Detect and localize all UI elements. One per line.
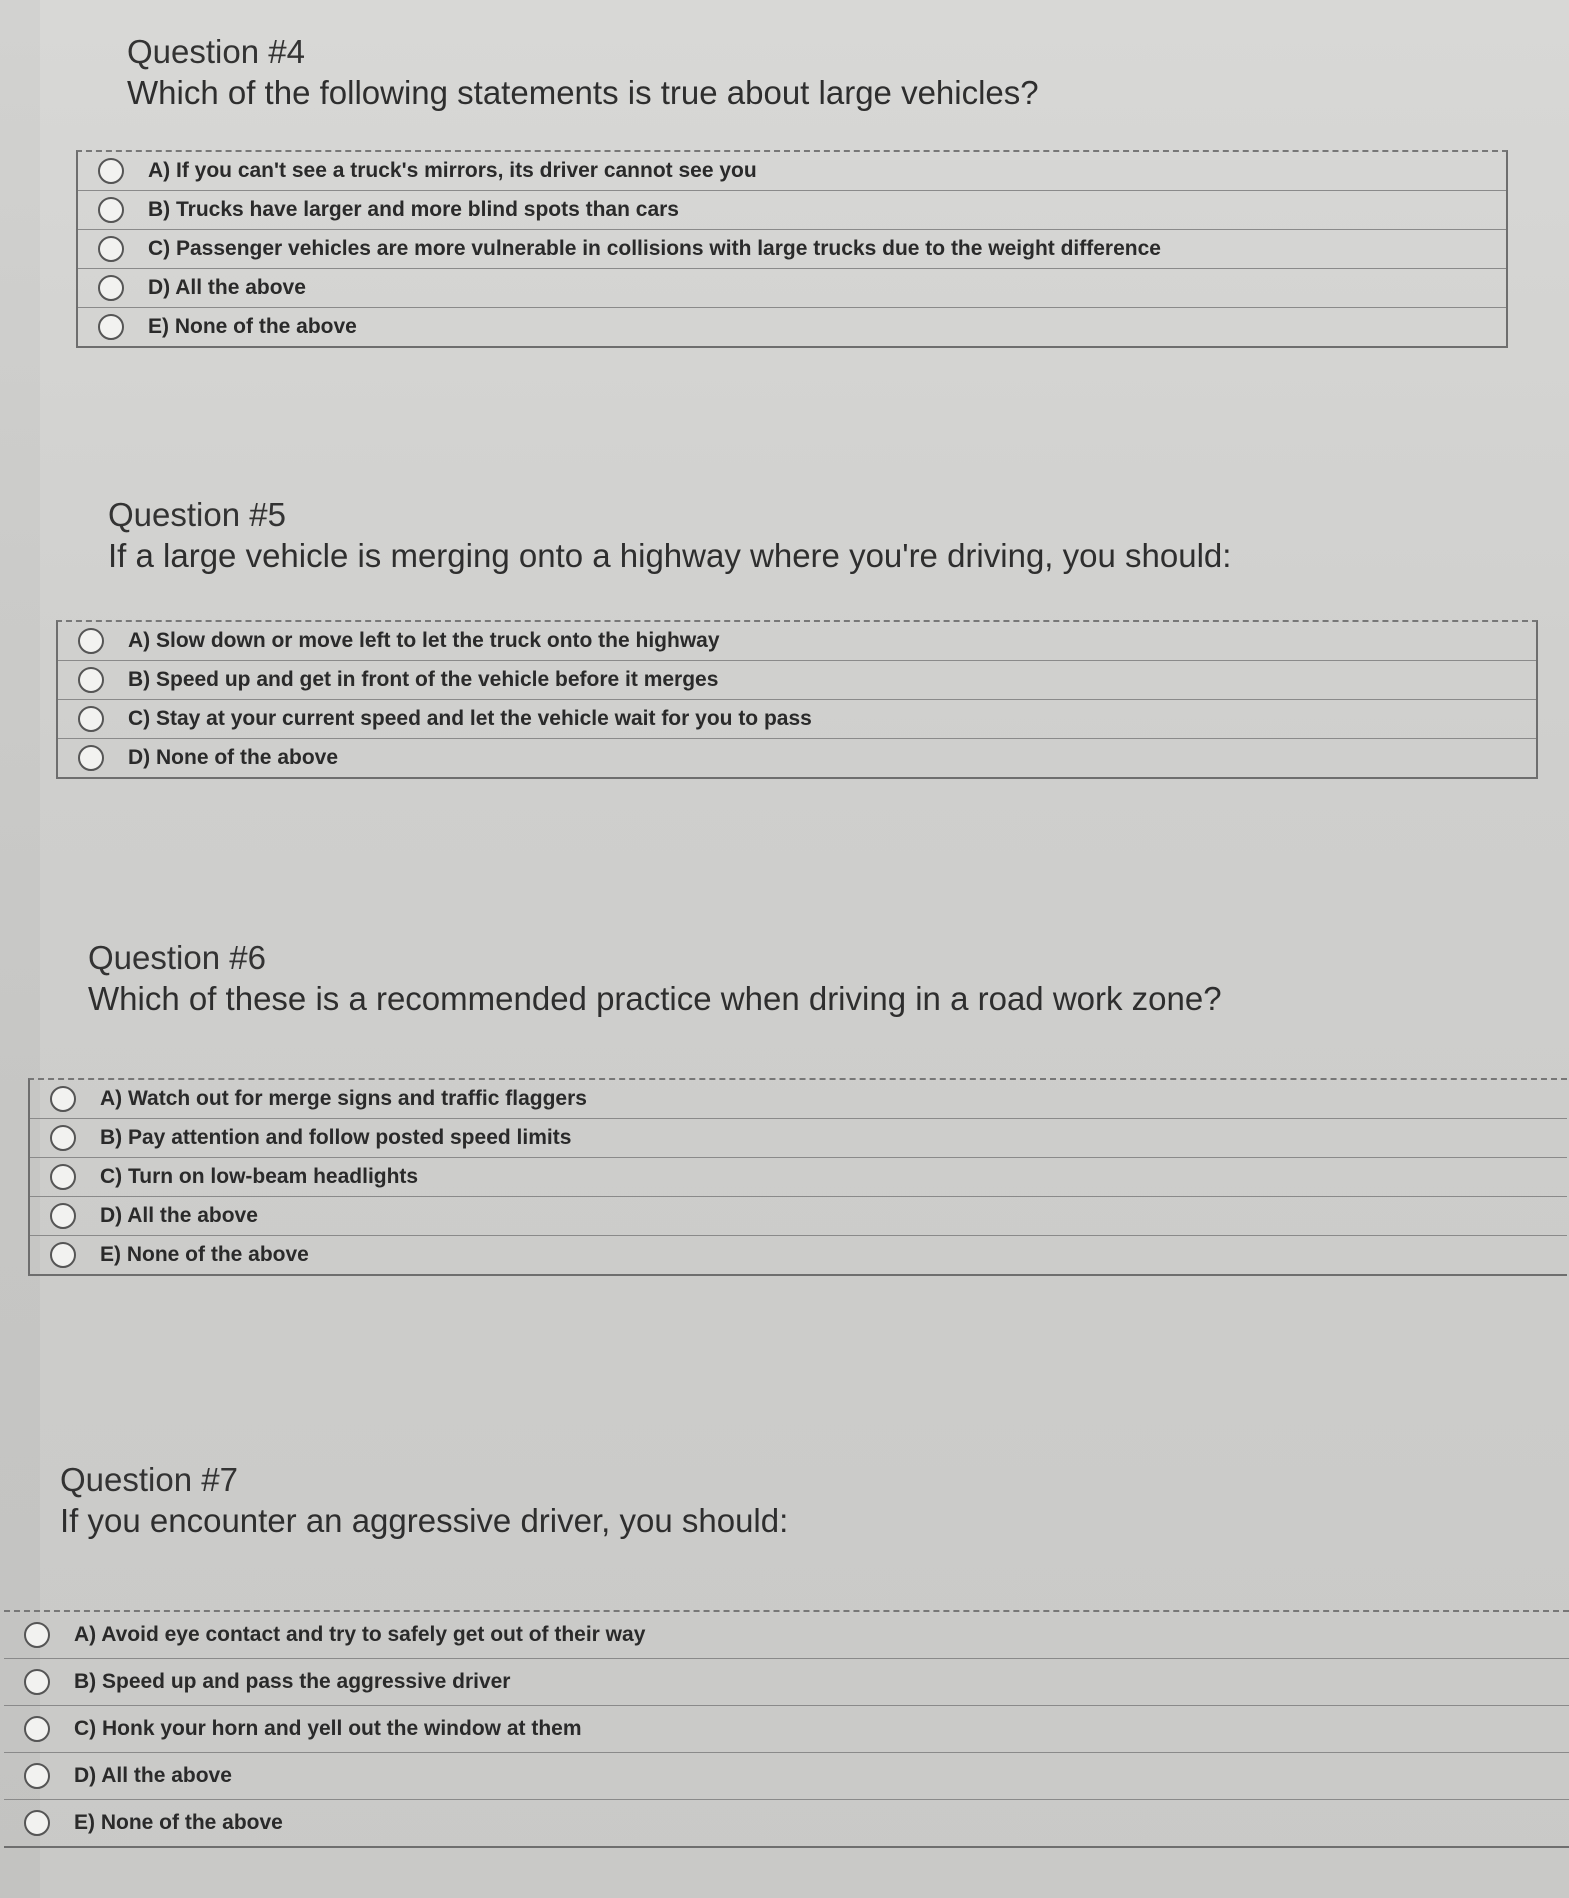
option-label: E) None of the above — [148, 315, 357, 338]
option-6a[interactable] — [30, 1080, 1567, 1119]
option-6d[interactable] — [30, 1197, 1567, 1236]
option-label: E) None of the above — [74, 1811, 283, 1834]
option-label: A) If you can't see a truck's mirrors, its driver cannot see you — [148, 159, 757, 182]
question-text: Which of the following statements is true about large vehicles? — [127, 74, 1039, 111]
option-4c[interactable] — [78, 230, 1506, 269]
radio-button[interactable] — [78, 745, 104, 771]
radio-button[interactable] — [24, 1622, 50, 1648]
question-number: Question #7 — [60, 1461, 238, 1498]
option-5c[interactable] — [58, 700, 1536, 739]
radio-button[interactable] — [98, 275, 124, 301]
question-5 — [108, 495, 1231, 577]
option-6b[interactable] — [30, 1119, 1567, 1158]
option-7a[interactable] — [4, 1612, 1569, 1659]
radio-button[interactable] — [50, 1242, 76, 1268]
option-4e[interactable] — [78, 308, 1506, 346]
option-6c[interactable] — [30, 1158, 1567, 1197]
question-7 — [60, 1460, 788, 1542]
radio-button[interactable] — [50, 1164, 76, 1190]
option-label: A) Watch out for merge signs and traffic flaggers — [100, 1087, 587, 1110]
option-label: C) Turn on low-beam headlights — [100, 1165, 419, 1188]
option-4a[interactable] — [78, 152, 1506, 191]
option-6e[interactable] — [30, 1236, 1567, 1274]
options-question-6 — [28, 1078, 1567, 1276]
radio-button[interactable] — [50, 1086, 76, 1112]
radio-button[interactable] — [24, 1669, 50, 1695]
question-number: Question #5 — [108, 496, 286, 533]
question-text: If a large vehicle is merging onto a highway where you're driving, you should: — [108, 537, 1232, 574]
radio-button[interactable] — [50, 1125, 76, 1151]
radio-button[interactable] — [24, 1763, 50, 1789]
option-5a[interactable] — [58, 622, 1536, 661]
option-label: A) Avoid eye contact and try to safely get out of their way — [74, 1623, 646, 1646]
option-label: D) All the above — [74, 1764, 232, 1787]
option-4d[interactable] — [78, 269, 1506, 308]
radio-button[interactable] — [78, 667, 104, 693]
option-label: B) Speed up and get in front of the vehicle before it merges — [128, 668, 719, 691]
question-text: Which of these is a recommended practice when driving in a road work zone? — [88, 980, 1222, 1017]
option-7e[interactable] — [4, 1800, 1569, 1846]
option-label: C) Stay at your current speed and let the vehicle wait for you to pass — [128, 707, 812, 730]
radio-button[interactable] — [24, 1810, 50, 1836]
option-label: C) Honk your horn and yell out the window at them — [74, 1717, 582, 1740]
question-number: Question #6 — [88, 939, 266, 976]
option-7c[interactable] — [4, 1706, 1569, 1753]
question-6 — [88, 938, 1222, 1020]
option-label: B) Speed up and pass the aggressive driver — [74, 1670, 511, 1693]
option-7b[interactable] — [4, 1659, 1569, 1706]
options-question-4 — [76, 150, 1508, 348]
option-7d[interactable] — [4, 1753, 1569, 1800]
question-4 — [127, 32, 1039, 114]
radio-button[interactable] — [98, 314, 124, 340]
option-label: C) Passenger vehicles are more vulnerable in collisions with large trucks due to the weight difference — [148, 237, 1161, 260]
option-label: D) All the above — [100, 1204, 258, 1227]
option-label: B) Pay attention and follow posted speed limits — [100, 1126, 572, 1149]
radio-button[interactable] — [98, 236, 124, 262]
option-label: D) None of the above — [128, 746, 339, 769]
options-question-7 — [4, 1610, 1569, 1848]
radio-button[interactable] — [24, 1716, 50, 1742]
option-4b[interactable] — [78, 191, 1506, 230]
radio-button[interactable] — [78, 628, 104, 654]
radio-button[interactable] — [78, 706, 104, 732]
radio-button[interactable] — [98, 197, 124, 223]
option-5b[interactable] — [58, 661, 1536, 700]
option-label: A) Slow down or move left to let the truck onto the highway — [128, 629, 720, 652]
option-label: E) None of the above — [100, 1243, 309, 1266]
options-question-5 — [56, 620, 1538, 779]
option-label: D) All the above — [148, 276, 306, 299]
radio-button[interactable] — [98, 158, 124, 184]
option-5d[interactable] — [58, 739, 1536, 777]
radio-button[interactable] — [50, 1203, 76, 1229]
question-text: If you encounter an aggressive driver, you should: — [60, 1502, 789, 1539]
question-number: Question #4 — [127, 33, 305, 70]
option-label: B) Trucks have larger and more blind spots than cars — [148, 198, 679, 221]
